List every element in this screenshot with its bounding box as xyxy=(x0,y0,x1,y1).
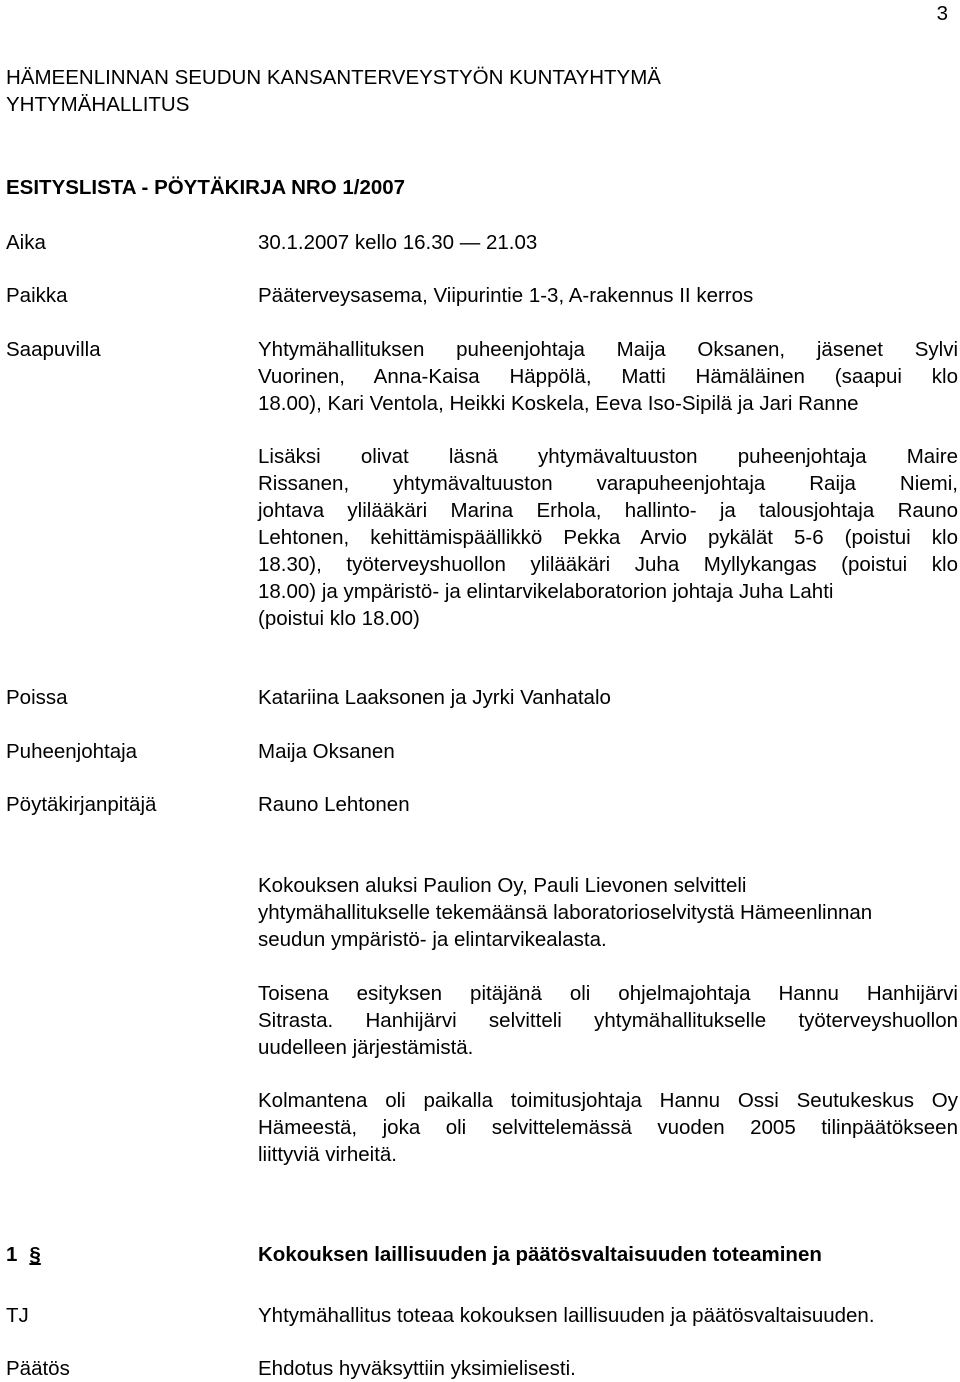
lisaksi-line: 18.00) ja ympäristö- ja elintarvikelaboratorion johtaja Juha Lahti xyxy=(258,580,834,603)
aika-value: 30.1.2007 kello 16.30 — 21.03 xyxy=(258,231,538,254)
section-number-value: 1 xyxy=(6,1243,18,1266)
aika-label: Aika xyxy=(6,231,46,254)
paragraph-sitra xyxy=(258,980,958,1061)
lisaksi-paragraph xyxy=(258,443,958,632)
lisaksi-line: Rissanen, yhtymävaltuuston varapuheenjohtaja Raija Niemi, xyxy=(258,472,958,495)
document-title: ESITYSLISTA - PÖYTÄKIRJA NRO 1/2007 xyxy=(6,176,406,199)
tj-value: Yhtymähallitus toteaa kokouksen laillisuuden ja päätösvaltaisuuden. xyxy=(258,1304,875,1327)
paragraph-paulion xyxy=(258,872,958,953)
section-sign: § xyxy=(29,1243,41,1266)
puheenjohtaja-value: Maija Oksanen xyxy=(258,740,395,763)
paragraph-line: liittyviä virheitä. xyxy=(258,1143,397,1166)
poytakirjanpitaja-value: Rauno Lehtonen xyxy=(258,793,410,816)
lisaksi-line: Lehtonen, kehittämispäällikkö Pekka Arvio pykälät 5-6 (poistui klo xyxy=(258,526,958,549)
paragraph-line: Hämeestä, joka oli selvittelemässä vuoden 2005 tilinpäätökseen xyxy=(258,1116,958,1139)
saapuvilla-value xyxy=(258,336,958,417)
lisaksi-line: 18.30), työterveyshuollon ylilääkäri Juha Myllykangas (poistui klo xyxy=(258,553,958,576)
paatos-value: Ehdotus hyväksyttiin yksimielisesti. xyxy=(258,1357,576,1380)
section-number xyxy=(6,1241,41,1268)
page-number: 3 xyxy=(936,2,948,25)
lisaksi-line: johtava ylilääkäri Marina Erhola, hallinto- ja talousjohtaja Rauno xyxy=(258,499,958,522)
lisaksi-line: (poistui klo 18.00) xyxy=(258,607,420,630)
section-title: Kokouksen laillisuuden ja päätösvaltaisuuden toteaminen xyxy=(258,1243,822,1266)
poissa-label: Poissa xyxy=(6,686,68,709)
org-line-1: HÄMEENLINNAN SEUDUN KANSANTERVEYSTYÖN KUNTAYHTYMÄ xyxy=(6,66,661,89)
paragraph-line: Toisena esityksen pitäjänä oli ohjelmajohtaja Hannu Hanhijärvi xyxy=(258,982,958,1005)
paikka-label: Paikka xyxy=(6,284,68,307)
paikka-value: Pääterveysasema, Viipurintie 1-3, A-rakennus II kerros xyxy=(258,284,754,307)
saapuvilla-label: Saapuvilla xyxy=(6,338,101,361)
paragraph-line: uudelleen järjestämistä. xyxy=(258,1036,474,1059)
paragraph-line: Kokouksen aluksi Paulion Oy, Pauli Lievonen selvitteli xyxy=(258,874,747,897)
saapuvilla-line-3: 18.00), Kari Ventola, Heikki Koskela, Eeva Iso-Sipilä ja Jari Ranne xyxy=(258,392,859,415)
puheenjohtaja-label: Puheenjohtaja xyxy=(6,740,138,763)
saapuvilla-line-2: Vuorinen, Anna-Kaisa Häppölä, Matti Hämäläinen (saapui klo xyxy=(258,365,958,388)
poissa-value: Katariina Laaksonen ja Jyrki Vanhatalo xyxy=(258,686,611,709)
paragraph-line: Sitrasta. Hanhijärvi selvitteli yhtymähallitukselle työterveyshuollon xyxy=(258,1009,958,1032)
tj-label: TJ xyxy=(6,1304,29,1327)
lisaksi-line: Lisäksi olivat läsnä yhtymävaltuuston puheenjohtaja Maire xyxy=(258,445,958,468)
poytakirjanpitaja-label: Pöytäkirjanpitäjä xyxy=(6,793,157,816)
org-line-2: YHTYMÄHALLITUS xyxy=(6,93,190,116)
organization-name xyxy=(6,64,661,118)
paragraph-seutukeskus xyxy=(258,1087,958,1168)
saapuvilla-line-1: Yhtymähallituksen puheenjohtaja Maija Oksanen, jäsenet Sylvi xyxy=(258,338,958,361)
paragraph-line: seudun ympäristö- ja elintarvikealasta. xyxy=(258,928,607,951)
paragraph-line: Kolmantena oli paikalla toimitusjohtaja Hannu Ossi Seutukeskus Oy xyxy=(258,1089,958,1112)
paragraph-line: yhtymähallitukselle tekemäänsä laboratorioselvitystä Hämeenlinnan xyxy=(258,901,873,924)
paatos-label: Päätös xyxy=(6,1357,70,1380)
